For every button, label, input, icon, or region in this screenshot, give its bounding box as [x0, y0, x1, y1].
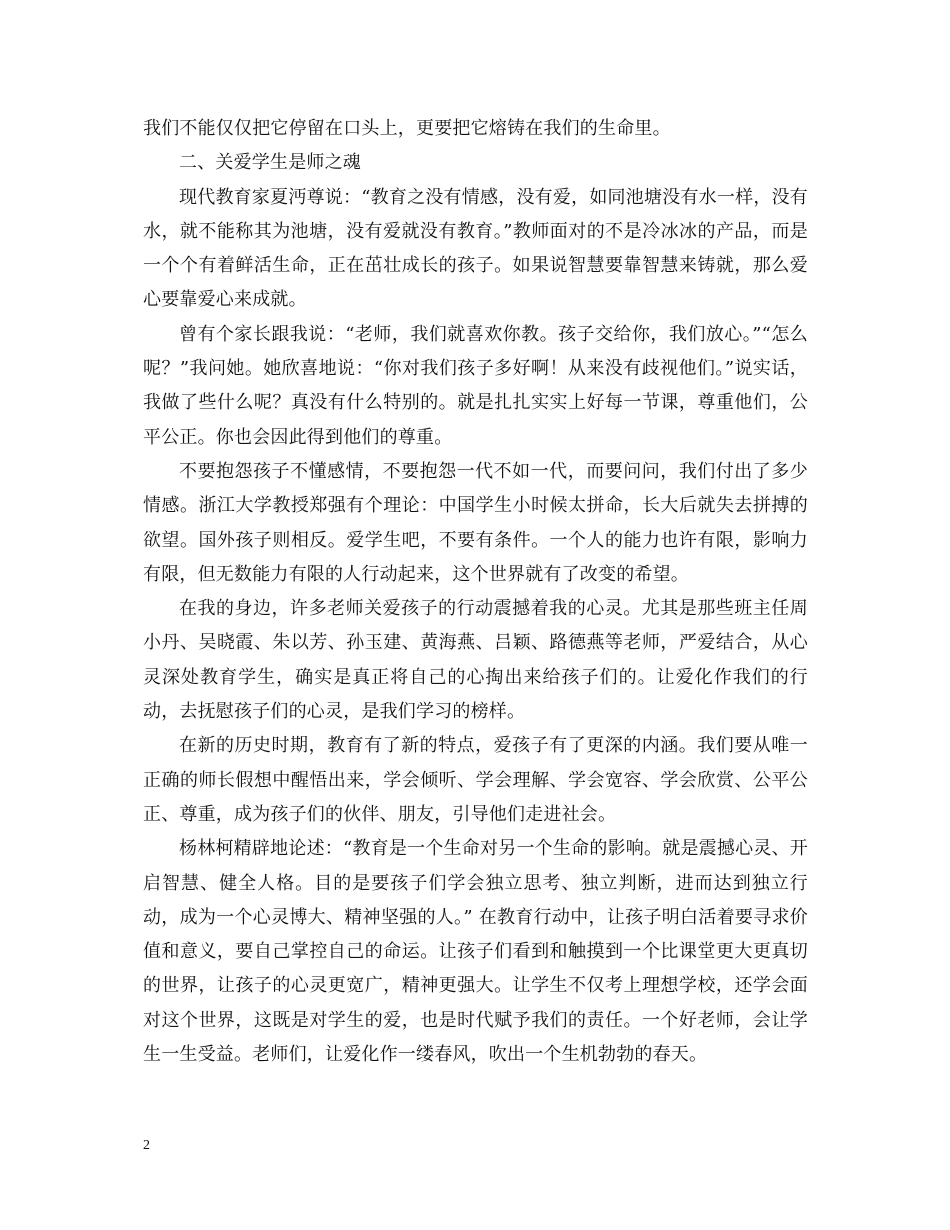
paragraph-yang-linke-quote: 杨林柯精辟地论述：“教育是一个生命对另一个生命的影响。就是震撼心灵、开启智慧、健全人格。目的是要孩子们学会独立思考、独立判断，进而达到独立行动，成为一个心灵博大、精神坚强的人。” 在教育行动中，让孩子明白活着要寻求价值和意义，要自己掌控自己的命运。让孩子们看到和触摸到一个比课堂更大更真切的世界，让孩子的心灵更宽广，精神更强大。让学生不仅考上理想学校，还学会面对这个世界，这既是对学生的爱，也是时代赋予我们的责任。一个好老师，会让学生一生受益。老师们，让爱化作一缕春风，吹出一个生机勃勃的春天。 — [143, 838, 808, 1066]
section-heading: 二、关爱学生是师之魂 — [179, 152, 361, 174]
paragraph-colleague-examples: 在我的身边，许多老师关爱孩子的行动震撼着我的心灵。尤其是那些班主任周小丹、吴晓霞、朱以芳、孙玉建、黄海燕、吕颖、路德燕等老师，严爱结合，从心灵深处教育学生，确实是真正将自己的心掏出来给孩子们的。让爱化作我们的行动，去抚慰孩子们的心灵，是我们学习的榜样。 — [143, 598, 808, 723]
paragraph-parent-conversation: 曾有个家长跟我说：“老师，我们就喜欢你教。孩子交给你，我们放心。”“怎么呢？”我问她。她欣喜地说：“你对我们孩子多好啊！从来没有歧视他们。”说实话，我做了些什么呢？真没有什么特别的。就是扎扎实实上好每一节课，尊重他们，公平公正。你也会因此得到他们的尊重。 — [143, 323, 808, 448]
paragraph-xia-mianzun-quote: 现代教育家夏沔尊说：“教育之没有情感，没有爱，如同池塘没有水一样，没有水，就不能称其为池塘，没有爱就没有教育。”教师面对的不是冷冰冰的产品，而是一个个有着鲜活生命，正在茁壮成长的孩子。如果说智慧要靠智慧来铸就，那么爱心要靠爱心来成就。 — [143, 186, 808, 311]
paragraph-continuation: 我们不能仅仅把它停留在口头上，更要把它熔铸在我们的生命里。 — [143, 118, 671, 139]
page-number: 2 — [143, 1138, 150, 1153]
paragraph-new-era: 在新的历史时期，教育有了新的特点，爱孩子有了更深的内涵。我们要从唯一正确的师长假想中醒悟出来，学会倾听、学会理解、学会宽容、学会欣赏、公平公正、尊重，成为孩子们的伙伴、朋友，引导他们走进社会。 — [143, 735, 808, 825]
paragraph-emotional-investment: 不要抱怨孩子不懂感情，不要抱怨一代不如一代，而要问问，我们付出了多少情感。浙江大学教授郑强有个理论：中国学生小时候太拼命，长大后就失去拼搏的欲望。国外孩子则相反。爱学生吧，不要有条件。一个人的能力也许有限，影响力有限，但无数能力有限的人行动起来，这个世界就有了改变的希望。 — [143, 460, 808, 585]
document-body — [143, 112, 808, 1072]
